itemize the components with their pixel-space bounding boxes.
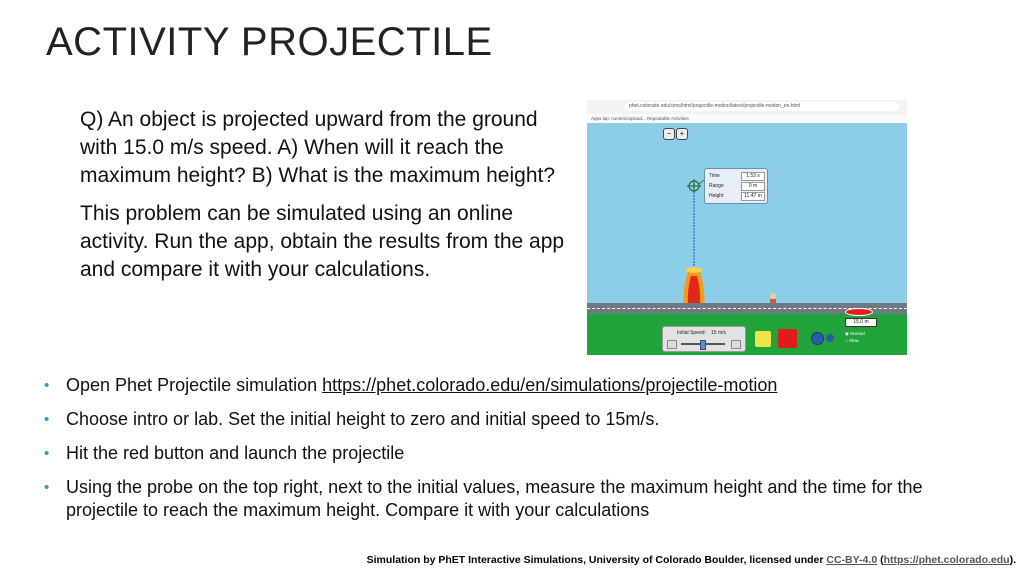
list-item: [44, 374, 924, 397]
person-head: [770, 293, 776, 299]
readout-value: 1.53 s: [741, 172, 765, 181]
bullet-icon: •: [44, 445, 50, 462]
phet-site-link[interactable]: https://phet.colorado.edu: [883, 554, 1010, 566]
instruction-text: This problem can be simulated using an online activity. Run the app, obtain the results from the app and compare it with your calculations.: [80, 202, 565, 281]
list-item-text: [66, 374, 777, 397]
credit-close: ).: [1009, 554, 1016, 566]
cannon-rim: [686, 267, 702, 273]
list-item-label: Open Phet Projectile simulation: [66, 375, 323, 395]
speed-increment-button[interactable]: [731, 340, 741, 349]
speed-slider-thumb[interactable]: [700, 340, 706, 350]
readout-row-time: [709, 172, 765, 180]
phet-simulation-screenshot: [587, 100, 907, 355]
scale-tape-label: 15.0 m: [845, 318, 877, 327]
list-item-text: Hit the red button and launch the projectile: [66, 443, 405, 463]
probe-readout-panel: [704, 168, 768, 204]
eraser-button[interactable]: [755, 331, 771, 347]
credit-paren: (: [877, 554, 884, 566]
zoom-out-icon[interactable]: −: [663, 128, 675, 140]
speed-slow-radio[interactable]: ○ Slow: [845, 338, 859, 343]
credit-text: Simulation by PhET Interactive Simulations, University of Colorado Boulder, licensed under: [366, 554, 827, 566]
list-item-text: Choose intro or lab. Set the initial height to zero and initial speed to 15m/s.: [66, 409, 660, 429]
list-item: [44, 408, 924, 431]
readout-row-height: [709, 192, 765, 200]
speed-slow-label: Slow: [848, 338, 859, 343]
instruction-list: [44, 374, 924, 533]
speed-normal-radio[interactable]: ◉ Normal: [845, 331, 865, 336]
bookmarks-bar: Apps tap: numeric/upload... Repeatable Activities: [587, 114, 907, 123]
speed-decrement-button[interactable]: [667, 340, 677, 349]
list-item: [44, 476, 924, 522]
readout-label: Height: [709, 193, 724, 199]
phet-link[interactable]: https://phet.colorado.edu/en/simulations/projectile-motion: [322, 375, 778, 395]
initial-speed-label: Initial Speed:: [677, 330, 706, 336]
question-text: Q) An object is projected upward from the ground with 15.0 m/s speed. A) When will it reach the maximum height? B) What is the maximum height?: [80, 108, 556, 187]
speed-normal-label: Normal: [850, 331, 865, 336]
list-item-text: Using the probe on the top right, next to the initial values, measure the maximum height and the time for the projectile to reach the maximum height. Compare it with your calculations: [66, 477, 923, 520]
readout-label: Range: [709, 183, 724, 189]
readout-value: 11.47 m: [741, 192, 765, 201]
question-block: [80, 106, 570, 294]
pause-play-button[interactable]: [811, 332, 824, 345]
target-icon[interactable]: [845, 308, 873, 316]
speed-slider-track[interactable]: [681, 343, 725, 345]
browser-url-bar[interactable]: phet.colorado.edu/sims/html/projectile-motion/latest/projectile-motion_en.html: [625, 102, 899, 111]
slide-title: ACTIVITY PROJECTILE: [46, 20, 493, 64]
readout-row-range: [709, 182, 765, 190]
initial-speed-panel: [662, 326, 746, 352]
list-item: [44, 442, 924, 465]
bullet-icon: •: [44, 479, 50, 496]
fire-button[interactable]: [778, 329, 797, 348]
zoom-in-icon[interactable]: +: [676, 128, 688, 140]
bullet-icon: •: [44, 411, 50, 428]
bullet-icon: •: [44, 377, 50, 394]
step-button[interactable]: [826, 334, 834, 342]
readout-label: Time: [709, 173, 720, 179]
license-link[interactable]: CC-BY-4.0: [826, 554, 878, 566]
initial-speed-value: 15 m/s: [711, 330, 727, 336]
attribution-credit: [367, 554, 1016, 566]
sim-speed-options: [845, 330, 865, 344]
readout-value: 0 m: [741, 182, 765, 191]
